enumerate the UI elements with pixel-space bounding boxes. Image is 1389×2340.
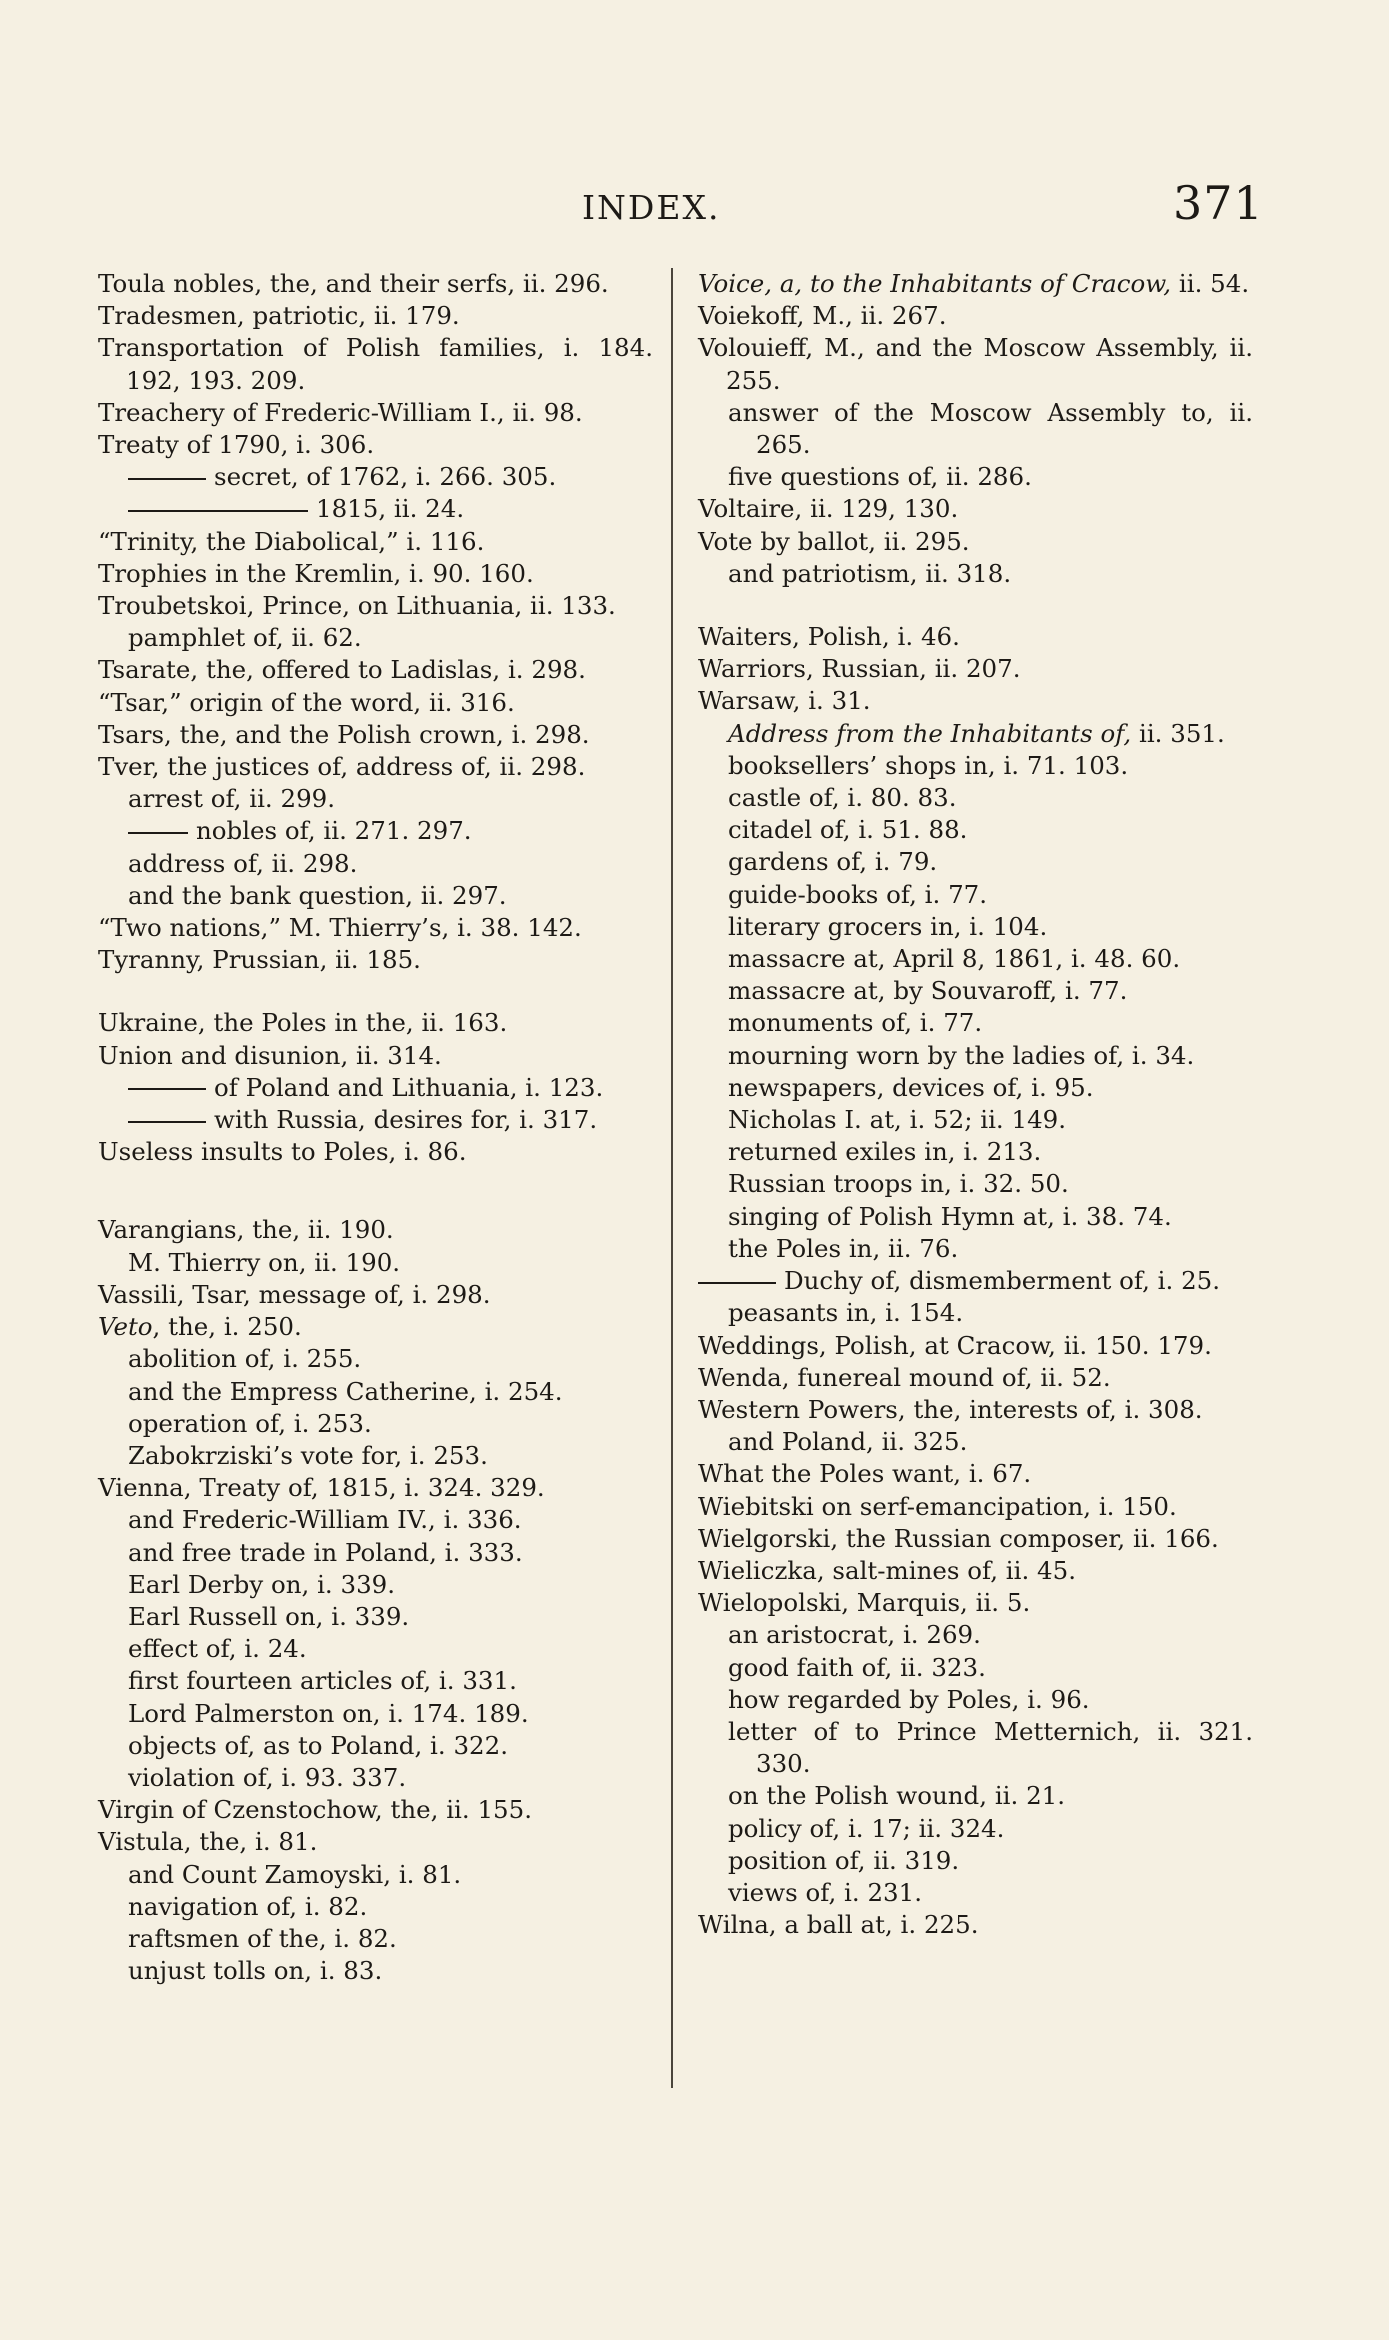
index-subentry: and Count Zamoyski, i. 81. — [128, 1859, 462, 1889]
index-subentry: Russian troops in, i. 32. 50. — [728, 1169, 1069, 1199]
index-entry: Warriors, Russian, ii. 207. — [698, 654, 1021, 684]
index-subentry — [698, 718, 1253, 750]
index-entry-text: 1815, ii. 24. — [316, 494, 465, 524]
index-subentry: raftsmen of the, i. 82. — [128, 1923, 397, 1953]
index-subentry: letter of to Prince Metternich, ii. 321. 330. — [728, 1716, 1253, 1779]
index-subentry: first fourteen articles of, i. 331. — [128, 1666, 517, 1696]
index-entry-text: Duchy of, dismemberment of, i. 25. — [784, 1266, 1221, 1296]
index-subentry: mourning worn by the ladies of, i. 34. — [728, 1040, 1195, 1070]
page-number: 371 — [1173, 176, 1264, 230]
index-subentry: literary grocers in, i. 104. — [728, 911, 1048, 941]
index-subentry: answer of the Moscow Assembly to, ii. 265. — [728, 397, 1253, 460]
index-column-right — [698, 268, 1253, 1941]
index-subentry: an aristocrat, i. 269. — [728, 1620, 981, 1650]
index-entry: Tsars, the, and the Polish crown, i. 298. — [98, 719, 590, 749]
index-entry: Tsarate, the, offered to Ladislas, i. 298. — [98, 655, 586, 685]
index-entry-text: of Poland and Lithuania, i. 123. — [214, 1072, 604, 1102]
index-entry: Vistula, the, i. 81. — [98, 1827, 318, 1857]
index-subentry: Earl Derby on, i. 339. — [128, 1569, 396, 1599]
index-term-italic: Veto — [98, 1312, 153, 1342]
index-term-italic: Voice, a, to the Inhabitants of Cracow, — [698, 269, 1172, 298]
index-subentry: guide-books of, i. 77. — [728, 879, 988, 909]
index-subentry: and the Empress Catherine, i. 254. — [128, 1376, 563, 1406]
index-subentry: navigation of, i. 82. — [128, 1891, 368, 1921]
index-entry: Wiebitski on serf-emancipation, i. 150. — [698, 1491, 1177, 1521]
index-subentry: effect of, i. 24. — [128, 1634, 307, 1664]
index-subentry: abolition of, i. 255. — [128, 1344, 362, 1374]
index-entry: Trophies in the Kremlin, i. 90. 160. — [98, 558, 534, 588]
index-entry: Vassili, Tsar, message of, i. 298. — [98, 1279, 491, 1309]
index-subentry: and Poland, ii. 325. — [728, 1427, 968, 1457]
index-entry: Varangians, the, ii. 190. — [98, 1215, 394, 1245]
page-header — [0, 0, 1389, 270]
index-subentry: gardens of, i. 79. — [728, 847, 938, 877]
index-subentry — [98, 815, 653, 847]
index-subentry: operation of, i. 253. — [128, 1408, 372, 1438]
index-subentry: booksellers’ shops in, i. 71. 103. — [728, 750, 1129, 780]
index-subentry — [98, 1072, 653, 1104]
index-entry: Vote by ballot, ii. 295. — [698, 526, 970, 556]
index-entry: Treaty of 1790, i. 306. — [98, 430, 375, 460]
index-subentry: the Poles in, ii. 76. — [728, 1233, 959, 1263]
index-entry: Wieliczka, salt-mines of, ii. 45. — [698, 1555, 1076, 1585]
index-subentry: newspapers, devices of, i. 95. — [728, 1072, 1094, 1102]
index-subentry: massacre at, by Souvaroff, i. 77. — [728, 976, 1128, 1006]
index-entry: Treachery of Frederic-William I., ii. 98. — [98, 397, 583, 427]
index-entry: Union and disunion, ii. 314. — [98, 1040, 442, 1070]
index-subentry: castle of, i. 80. 83. — [728, 783, 957, 813]
index-term-italic: Address from the Inhabitants of, — [728, 718, 1132, 748]
index-entry: Virgin of Czenstochow, the, ii. 155. — [98, 1795, 532, 1825]
index-subentry: violation of, i. 93. 337. — [128, 1762, 407, 1792]
index-entry: Useless insults to Poles, i. 86. — [98, 1137, 467, 1167]
index-subentry: address of, ii. 298. — [128, 848, 358, 878]
index-entry-text: nobles of, ii. 271. 297. — [196, 816, 472, 846]
index-entry — [698, 268, 1253, 300]
running-head: INDEX. — [582, 188, 721, 227]
column-divider — [671, 268, 673, 2088]
index-entry: What the Poles want, i. 67. — [698, 1459, 1032, 1489]
ditto-rule — [128, 478, 206, 480]
index-subentry: and patriotism, ii. 318. — [728, 558, 1012, 588]
index-entry: Tradesmen, patriotic, ii. 179. — [98, 301, 460, 331]
index-subentry: arrest of, ii. 299. — [128, 784, 336, 814]
index-entry: Wielgorski, the Russian composer, ii. 166. — [698, 1523, 1219, 1553]
index-subentry: Earl Russell on, i. 339. — [128, 1601, 410, 1631]
index-entry: Wilna, a ball at, i. 225. — [698, 1910, 979, 1940]
index-subentry: on the Polish wound, ii. 21. — [728, 1781, 1066, 1811]
index-subentry: singing of Polish Hymn at, i. 38. 74. — [728, 1201, 1172, 1231]
index-entry-text: ii. 54. — [1171, 269, 1250, 298]
ditto-rule — [128, 1121, 206, 1123]
index-entry: “Tsar,” origin of the word, ii. 316. — [98, 687, 515, 717]
index-subentry: and free trade in Poland, i. 333. — [128, 1537, 523, 1567]
index-entry — [698, 1265, 1253, 1297]
index-subentry: objects of, as to Poland, i. 322. — [128, 1730, 509, 1760]
index-subentry: five questions of, ii. 286. — [728, 462, 1032, 492]
index-entry: Weddings, Polish, at Cracow, ii. 150. 179. — [698, 1330, 1212, 1360]
index-subentry: M. Thierry on, ii. 190. — [128, 1247, 401, 1277]
index-entry-text: ii. 351. — [1131, 718, 1225, 748]
ditto-rule — [128, 832, 188, 834]
index-entry: Warsaw, i. 31. — [698, 686, 871, 716]
index-entry: Tyranny, Prussian, ii. 185. — [98, 945, 421, 975]
index-entry: Wenda, funereal mound of, ii. 52. — [698, 1362, 1111, 1392]
index-subentry — [98, 493, 653, 525]
ditto-rule — [128, 510, 308, 512]
index-subentry: unjust tolls on, i. 83. — [128, 1956, 383, 1986]
index-entry: Voiekoff, M., ii. 267. — [698, 301, 947, 331]
index-subentry — [98, 461, 653, 493]
index-subentry — [98, 1104, 653, 1136]
index-entry: Tver, the justices of, address of, ii. 298. — [98, 752, 586, 782]
index-entry: Wielopolski, Marquis, ii. 5. — [698, 1588, 1031, 1618]
index-subentry: citadel of, i. 51. 88. — [728, 815, 968, 845]
index-entry: Western Powers, the, interests of, i. 308. — [698, 1394, 1203, 1424]
index-subentry: position of, ii. 319. — [728, 1845, 960, 1875]
index-subentry: and the bank question, ii. 297. — [128, 880, 507, 910]
index-subentry: Zabokrziski’s vote for, i. 253. — [128, 1440, 488, 1470]
index-entry: Voltaire, ii. 129, 130. — [698, 494, 959, 524]
index-subentry: returned exiles in, i. 213. — [728, 1137, 1042, 1167]
index-entry: Ukraine, the Poles in the, ii. 163. — [98, 1008, 508, 1038]
index-entry: Waiters, Polish, i. 46. — [698, 622, 960, 652]
index-entry: Transportation of Polish families, i. 184. 192, 193. 209. — [98, 333, 653, 395]
index-subentry: how regarded by Poles, i. 96. — [728, 1684, 1090, 1714]
index-subentry: good faith of, ii. 323. — [728, 1652, 986, 1682]
index-entry-text: , the, i. 250. — [152, 1312, 302, 1342]
index-subentry: monuments of, i. 77. — [728, 1008, 983, 1038]
index-subentry: and Frederic-William IV., i. 336. — [128, 1505, 522, 1535]
index-entry — [98, 1311, 653, 1343]
index-subentry: peasants in, i. 154. — [728, 1298, 964, 1328]
index-subentry: massacre at, April 8, 1861, i. 48. 60. — [728, 944, 1181, 974]
index-entry: “Two nations,” M. Thierry’s, i. 38. 142. — [98, 913, 582, 943]
ditto-rule — [128, 1088, 206, 1090]
index-column-left — [98, 268, 653, 1987]
index-subentry: Nicholas I. at, i. 52; ii. 149. — [728, 1105, 1067, 1135]
ditto-rule — [698, 1282, 776, 1284]
index-entry: Troubetskoi, Prince, on Lithuania, ii. 133. — [98, 591, 616, 621]
index-subentry: views of, i. 231. — [728, 1877, 922, 1907]
index-entry: Volouieff, M., and the Moscow Assembly, ii. 255. — [698, 333, 1253, 395]
index-entry: “Trinity, the Diabolical,” i. 116. — [98, 526, 485, 556]
index-entry: Toula nobles, the, and their serfs, ii. 296. — [98, 269, 609, 298]
index-subentry: pamphlet of, ii. 62. — [128, 623, 362, 653]
index-subentry: policy of, i. 17; ii. 324. — [728, 1813, 1005, 1843]
index-entry: Vienna, Treaty of, 1815, i. 324. 329. — [98, 1473, 545, 1503]
index-entry-text: with Russia, desires for, i. 317. — [214, 1105, 598, 1135]
index-entry-text: secret, of 1762, i. 266. 305. — [214, 462, 557, 492]
index-subentry: Lord Palmerston on, i. 174. 189. — [128, 1698, 529, 1728]
